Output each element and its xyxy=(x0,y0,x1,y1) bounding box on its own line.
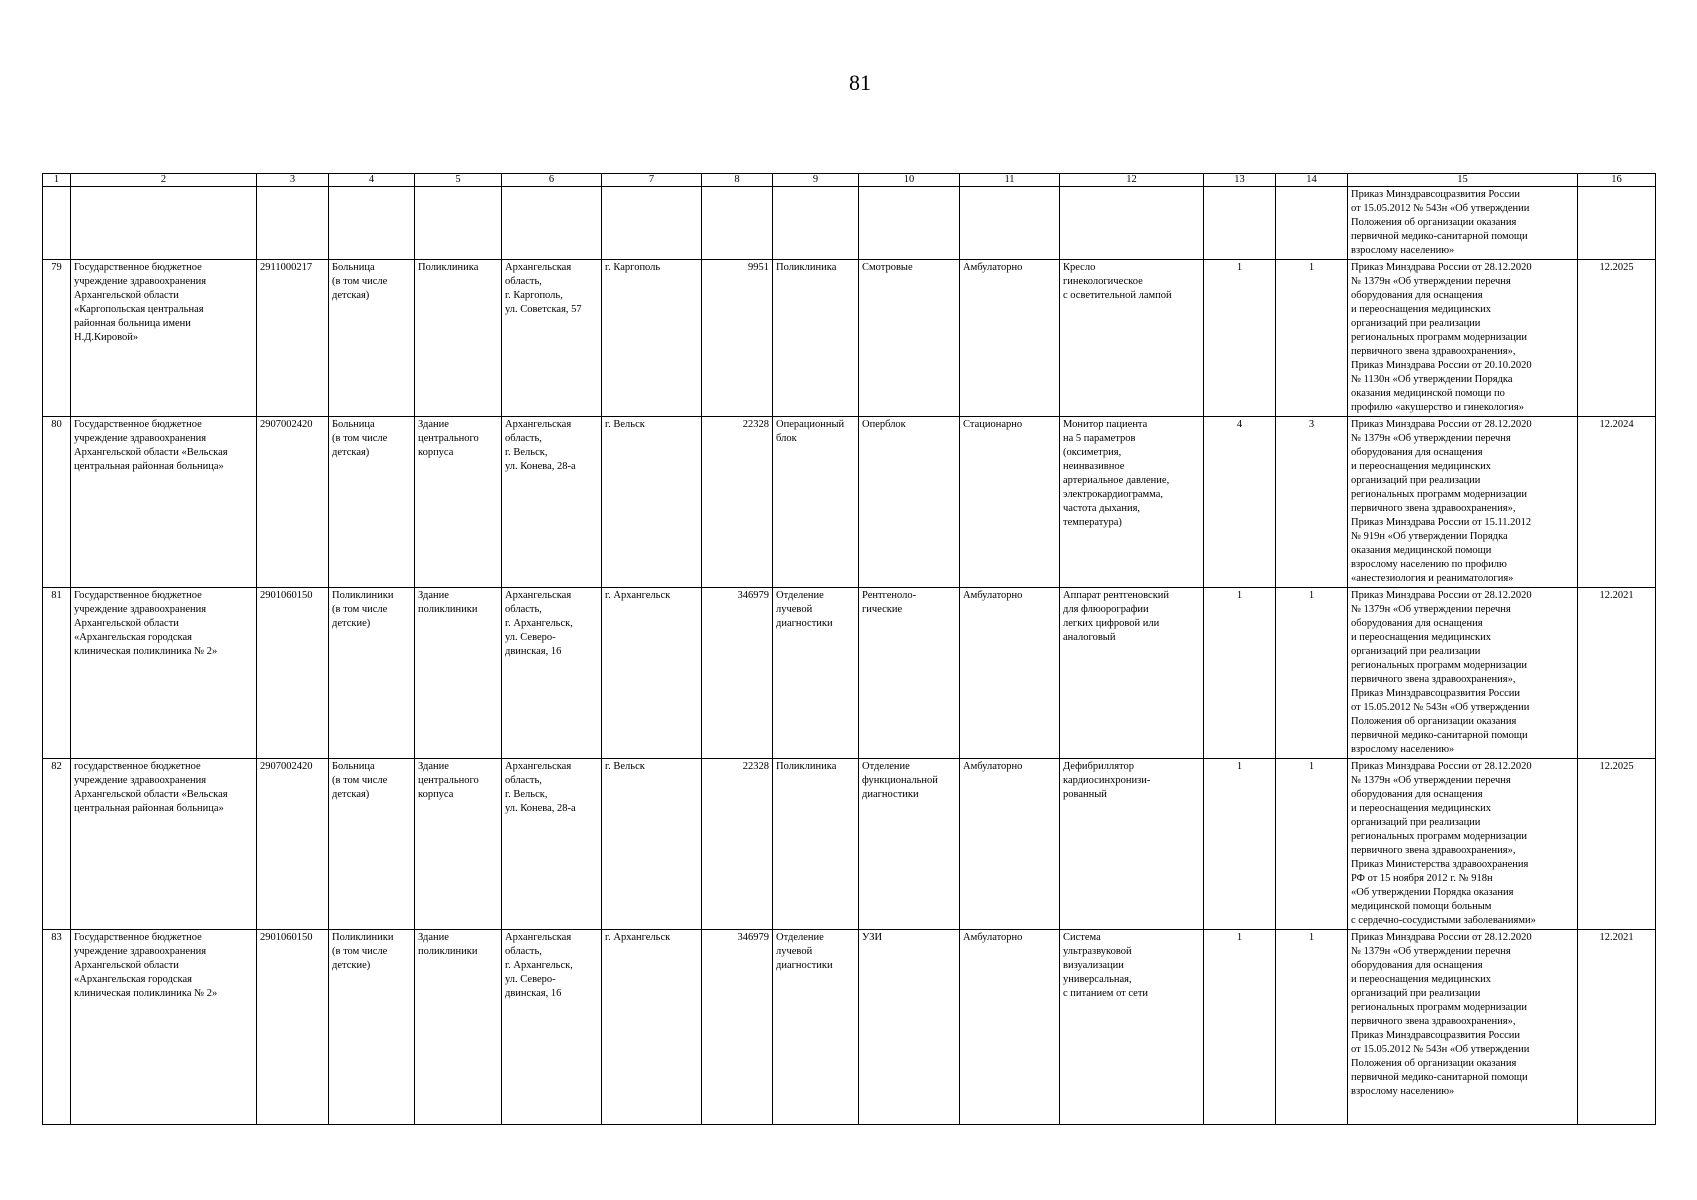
table-row xyxy=(43,260,1656,417)
legal-basis-cell: Приказ Минздрава России от 28.12.2020 № 1379н «Об утверждении перечня оборудования для оснащения и переоснащения медицинских организаций при реализации региональных программ модернизации первичного звена здравоохранения», Приказ Минздравсоцразвития России от 15.05.2012 № 543н «Об утверждении Положения об организации оказания первичной медико-санитарной помощи взрослому населению» xyxy=(1348,930,1578,1125)
quantity-cell: 4 xyxy=(1204,417,1276,588)
page-number: 81 xyxy=(849,70,871,95)
legal-basis-cell: Приказ Минздрава России от 28.12.2020 № 1379н «Об утверждении перечня оборудования для оснащения и переоснащения медицинских организаций при реализации региональных программ модернизации первичного звена здравоохранения», Приказ Минздравсоцразвития России от 15.05.2012 № 543н «Об утверждении Положения об организации оказания первичной медико-санитарной помощи взрослому населению» xyxy=(1348,588,1578,759)
building-cell: Здание центрального корпуса xyxy=(415,417,502,588)
population-cell: 346979 xyxy=(702,930,773,1125)
unit-cell: Оперблок xyxy=(859,417,960,588)
quantity-cell: 1 xyxy=(1204,759,1276,930)
column-header: 15 xyxy=(1348,174,1578,187)
table-cell xyxy=(773,187,859,260)
table-cell xyxy=(329,187,415,260)
locality-cell: г. Вельск xyxy=(602,759,702,930)
table-cell xyxy=(602,187,702,260)
table-cell xyxy=(1204,187,1276,260)
column-header: 8 xyxy=(702,174,773,187)
table-cell xyxy=(960,187,1060,260)
inn-cell: 2901060150 xyxy=(257,930,329,1125)
unit-cell: Отделение функциональной диагностики xyxy=(859,759,960,930)
row-number-cell: 82 xyxy=(43,759,71,930)
row-number-cell: 79 xyxy=(43,260,71,417)
column-header: 16 xyxy=(1578,174,1656,187)
continuation-row xyxy=(43,187,1656,260)
department-cell: Отделение лучевой диагностики xyxy=(773,588,859,759)
organization-name-cell: государственное бюджетное учреждение здравоохранения Архангельской области «Вельская центральная районная больница» xyxy=(71,759,257,930)
organization-name-cell: Государственное бюджетное учреждение здравоохранения Архангельской области «Вельская центральная районная больница» xyxy=(71,417,257,588)
column-header: 4 xyxy=(329,174,415,187)
column-header: 11 xyxy=(960,174,1060,187)
address-cell: Архангельская область, г. Каргополь, ул. Советская, 57 xyxy=(502,260,602,417)
legal-basis-cell: Приказ Минздрава России от 28.12.2020 № 1379н «Об утверждении перечня оборудования для оснащения и переоснащения медицинских организаций при реализации региональных программ модернизации первичного звена здравоохранения», Приказ Минздрава России от 20.10.2020 № 1130н «Об утверждении Порядка оказания медицинской помощи по профилю «акушерство и гинекология» xyxy=(1348,260,1578,417)
legal-basis-cell: Приказ Минздрава России от 28.12.2020 № 1379н «Об утверждении перечня оборудования для оснащения и переоснащения медицинских организаций при реализации региональных программ модернизации первичного звена здравоохранения», Приказ Минздрава России от 15.11.2012 № 919н «Об утверждении Порядка оказания медицинской помощи взрослому населению по профилю «анестезиология и реаниматология» xyxy=(1348,417,1578,588)
quantity-cell: 3 xyxy=(1276,417,1348,588)
organization-name-cell: Государственное бюджетное учреждение здравоохранения Архангельской области «Архангельская городская клиническая поликлиника № 2» xyxy=(71,930,257,1125)
table-cell xyxy=(502,187,602,260)
care-mode-cell: Амбулаторно xyxy=(960,588,1060,759)
table-cell xyxy=(257,187,329,260)
quantity-cell: 1 xyxy=(1204,260,1276,417)
table-row xyxy=(43,417,1656,588)
organization-name-cell: Государственное бюджетное учреждение здравоохранения Архангельской области «Архангельская городская клиническая поликлиника № 2» xyxy=(71,588,257,759)
locality-cell: г. Каргополь xyxy=(602,260,702,417)
table-cell xyxy=(1578,187,1656,260)
equipment-cell: Дефибриллятор кардиосинхронизи- рованный xyxy=(1060,759,1204,930)
building-cell: Поликлиника xyxy=(415,260,502,417)
column-header: 14 xyxy=(1276,174,1348,187)
legal-basis-cell: Приказ Минздрава России от 28.12.2020 № 1379н «Об утверждении перечня оборудования для оснащения и переоснащения медицинских организаций при реализации региональных программ модернизации первичного звена здравоохранения», Приказ Министерства здравоохранения РФ от 15 ноября 2012 г. № 918н «Об утверждении Порядка оказания медицинской помощи больным с сердечно-сосудистыми заболеваниями» xyxy=(1348,759,1578,930)
equipment-cell: Кресло гинекологическое с осветительной лампой xyxy=(1060,260,1204,417)
quantity-cell: 1 xyxy=(1276,930,1348,1125)
deadline-cell: 12.2025 xyxy=(1578,759,1656,930)
department-cell: Операционный блок xyxy=(773,417,859,588)
care-mode-cell: Амбулаторно xyxy=(960,930,1060,1125)
equipment-cell: Система ультразвуковой визуализации универсальная, с питанием от сети xyxy=(1060,930,1204,1125)
deadline-cell: 12.2021 xyxy=(1578,588,1656,759)
facility-type-cell: Больница (в том числе детская) xyxy=(329,417,415,588)
equipment-cell: Монитор пациента на 5 параметров (оксиметрия, неинвазивное артериальное давление, электрокардиограмма, частота дыхания, температура) xyxy=(1060,417,1204,588)
population-cell: 22328 xyxy=(702,759,773,930)
locality-cell: г. Вельск xyxy=(602,417,702,588)
column-header: 2 xyxy=(71,174,257,187)
deadline-cell: 12.2021 xyxy=(1578,930,1656,1125)
table-cell xyxy=(702,187,773,260)
building-cell: Здание поликлиники xyxy=(415,588,502,759)
table-row xyxy=(43,759,1656,930)
care-mode-cell: Амбулаторно xyxy=(960,759,1060,930)
locality-cell: г. Архангельск xyxy=(602,930,702,1125)
facility-type-cell: Больница (в том числе детская) xyxy=(329,260,415,417)
inn-cell: 2911000217 xyxy=(257,260,329,417)
column-header: 10 xyxy=(859,174,960,187)
address-cell: Архангельская область, г. Вельск, ул. Конева, 28-а xyxy=(502,759,602,930)
quantity-cell: 1 xyxy=(1204,588,1276,759)
column-header: 1 xyxy=(43,174,71,187)
column-number-header-row xyxy=(43,174,1656,187)
quantity-cell: 1 xyxy=(1276,759,1348,930)
table-row xyxy=(43,588,1656,759)
facility-type-cell: Поликлиники (в том числе детские) xyxy=(329,930,415,1125)
unit-cell: УЗИ xyxy=(859,930,960,1125)
table-cell xyxy=(1276,187,1348,260)
table-cell xyxy=(859,187,960,260)
legal-basis-cell: Приказ Минздравсоцразвития России от 15.05.2012 № 543н «Об утверждении Положения об организации оказания первичной медико-санитарной помощи взрослому населению» xyxy=(1348,187,1578,260)
facility-type-cell: Больница (в том числе детская) xyxy=(329,759,415,930)
equipment-cell: Аппарат рентгеновский для флюорографии легких цифровой или аналоговый xyxy=(1060,588,1204,759)
address-cell: Архангельская область, г. Вельск, ул. Конева, 28-а xyxy=(502,417,602,588)
deadline-cell: 12.2024 xyxy=(1578,417,1656,588)
table-cell xyxy=(71,187,257,260)
department-cell: Поликлиника xyxy=(773,759,859,930)
population-cell: 9951 xyxy=(702,260,773,417)
department-cell: Поликлиника xyxy=(773,260,859,417)
quantity-cell: 1 xyxy=(1276,260,1348,417)
column-header: 6 xyxy=(502,174,602,187)
column-header: 12 xyxy=(1060,174,1204,187)
address-cell: Архангельская область, г. Архангельск, ул. Северо- двинская, 16 xyxy=(502,588,602,759)
table-cell xyxy=(1060,187,1204,260)
inn-cell: 2907002420 xyxy=(257,417,329,588)
equipment-register-table xyxy=(42,173,1656,1125)
row-number-cell: 83 xyxy=(43,930,71,1125)
column-header: 5 xyxy=(415,174,502,187)
population-cell: 22328 xyxy=(702,417,773,588)
address-cell: Архангельская область, г. Архангельск, ул. Северо- двинская, 16 xyxy=(502,930,602,1125)
care-mode-cell: Амбулаторно xyxy=(960,260,1060,417)
column-header: 9 xyxy=(773,174,859,187)
locality-cell: г. Архангельск xyxy=(602,588,702,759)
column-header: 3 xyxy=(257,174,329,187)
row-number-cell: 80 xyxy=(43,417,71,588)
unit-cell: Смотровые xyxy=(859,260,960,417)
inn-cell: 2907002420 xyxy=(257,759,329,930)
quantity-cell: 1 xyxy=(1276,588,1348,759)
table-row xyxy=(43,930,1656,1125)
building-cell: Здание поликлиники xyxy=(415,930,502,1125)
table-cell xyxy=(43,187,71,260)
population-cell: 346979 xyxy=(702,588,773,759)
column-header: 13 xyxy=(1204,174,1276,187)
inn-cell: 2901060150 xyxy=(257,588,329,759)
unit-cell: Рентгеноло- гические xyxy=(859,588,960,759)
facility-type-cell: Поликлиники (в том числе детские) xyxy=(329,588,415,759)
table-cell xyxy=(415,187,502,260)
care-mode-cell: Стационарно xyxy=(960,417,1060,588)
deadline-cell: 12.2025 xyxy=(1578,260,1656,417)
quantity-cell: 1 xyxy=(1204,930,1276,1125)
building-cell: Здание центрального корпуса xyxy=(415,759,502,930)
organization-name-cell: Государственное бюджетное учреждение здравоохранения Архангельской области «Каргопольская центральная районная больница имени Н.Д.Кировой» xyxy=(71,260,257,417)
column-header: 7 xyxy=(602,174,702,187)
row-number-cell: 81 xyxy=(43,588,71,759)
department-cell: Отделение лучевой диагностики xyxy=(773,930,859,1125)
